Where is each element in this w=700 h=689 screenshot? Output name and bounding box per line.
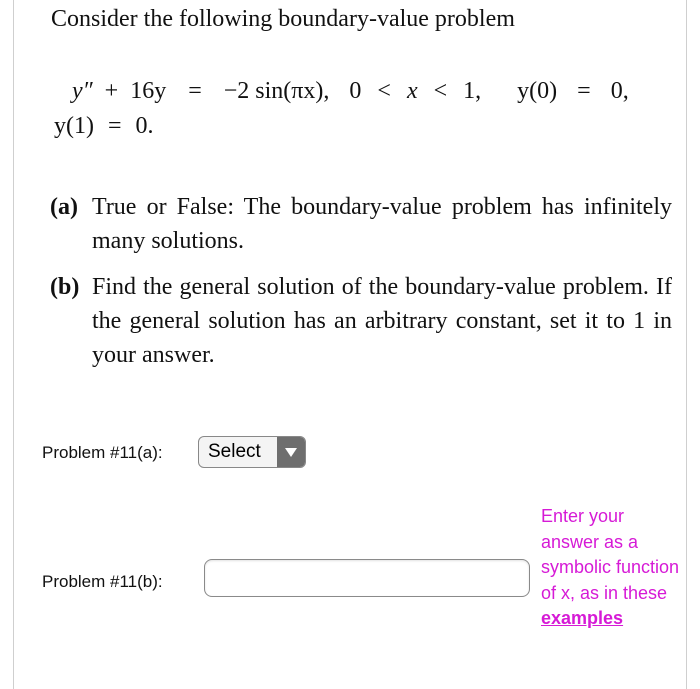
eq-equals-2: =	[577, 78, 591, 104]
answer-hint	[541, 504, 681, 632]
problem-11b-label: Problem #11(b):	[42, 572, 163, 591]
eq-rhs: −2 sin(πx),	[223, 78, 330, 104]
eq-bc2-rhs: 0.	[135, 113, 154, 139]
eq-y-double-prime: y″	[72, 78, 93, 104]
eq-coef-y: 16y	[130, 78, 167, 104]
eq-equals-1: =	[188, 78, 202, 104]
problem-11a-label: Problem #11(a):	[42, 443, 163, 462]
right-border	[686, 0, 687, 689]
dropdown-arrow-icon[interactable]	[277, 437, 305, 467]
eq-domain-one: 1,	[463, 78, 482, 104]
eq-x-var: x	[406, 78, 418, 104]
eq-bc1-rhs: 0,	[610, 78, 629, 104]
eq-plus: +	[104, 78, 119, 104]
part-a	[50, 190, 672, 258]
select-value: Select	[208, 441, 261, 462]
examples-link[interactable]: examples	[541, 608, 624, 628]
part-b-label: (b)	[50, 274, 80, 300]
part-a-label: (a)	[50, 194, 78, 220]
eq-lt-1: <	[377, 78, 391, 104]
eq-equals-3: =	[107, 113, 122, 139]
left-border	[13, 0, 14, 689]
problem-11b-answer-input[interactable]	[204, 559, 530, 597]
eq-lt-2: <	[433, 78, 448, 104]
hint-text: Enter your answer as a symbolic function of x, as in these	[541, 506, 680, 603]
problem-11a-select[interactable]	[198, 436, 306, 468]
eq-bc2-lhs: y(1)	[54, 113, 94, 139]
part-b	[50, 270, 672, 372]
equation-line-1	[72, 78, 629, 105]
eq-domain-zero: 0	[349, 78, 362, 104]
problem-intro: Consider the following boundary-value problem	[51, 6, 515, 32]
part-a-text: True or False: The boundary-value problem has infinitely many solutions.	[92, 194, 672, 254]
part-b-text: Find the general solution of the boundary-value problem. If the general solution has an arbitrary constant, set it to 1 in your answer.	[92, 274, 672, 368]
eq-bc1-lhs: y(0)	[517, 78, 558, 104]
equation-line-2	[54, 113, 154, 140]
